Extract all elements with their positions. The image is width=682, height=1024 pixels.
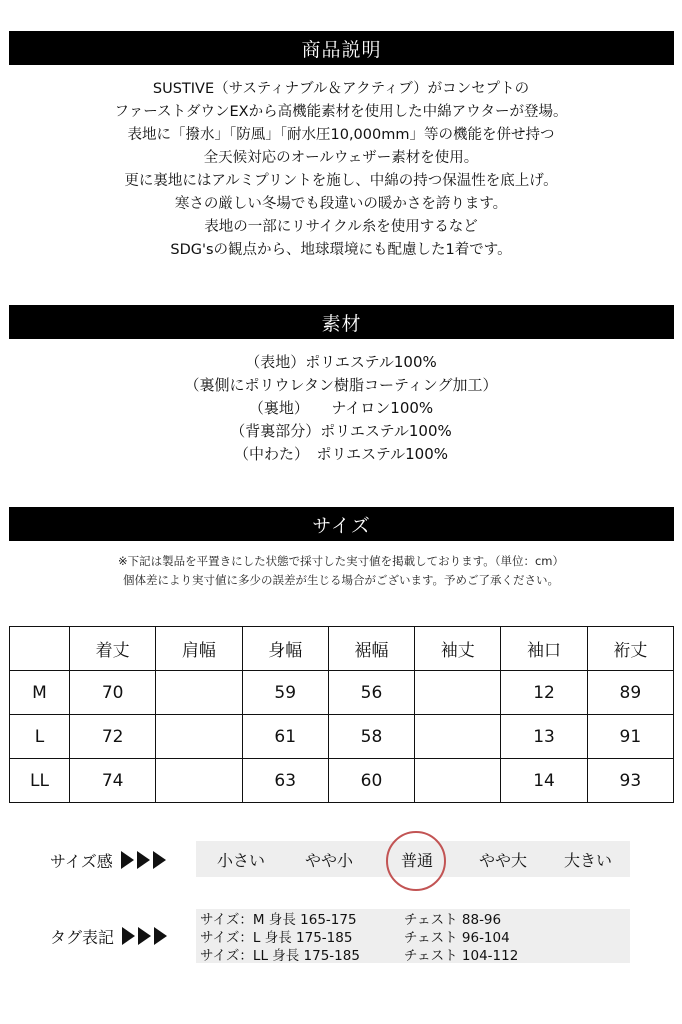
material-line: （表地）ポリエステル100% <box>245 353 437 371</box>
description-line: 寒さの厳しい冬場でも段違いの暖かさを誇ります。 <box>174 196 508 212</box>
material-header <box>9 305 674 339</box>
fit-option: 小さい <box>216 850 266 870</box>
table-row-size: M <box>10 671 70 715</box>
material-text <box>0 351 682 466</box>
table-header-cell: 着丈 <box>70 627 156 671</box>
size-note-line: ※下記は製品を平置きにした状態で採寸した実寸値を掲載しております。（単位：cm） <box>118 554 564 568</box>
fit-label-text: サイズ感 <box>50 851 113 871</box>
table-cell: 89 <box>587 671 673 715</box>
tag-chest: チェスト 88-96 <box>404 912 502 928</box>
fit-selected-circle <box>386 831 446 891</box>
description-line: ファーストダウンEXから高機能素材を使用した中綿アウターが登場。 <box>114 104 568 120</box>
description-line: 全天候対応のオールウェザー素材を使用。 <box>203 150 479 166</box>
tag-info <box>196 909 630 963</box>
table-cell: 13 <box>501 715 587 759</box>
description-header <box>9 31 674 65</box>
table-cell: 58 <box>328 715 414 759</box>
table-cell: 91 <box>587 715 673 759</box>
tag-row <box>196 947 630 965</box>
table-cell <box>156 759 242 803</box>
triple-arrow-icon <box>121 851 169 869</box>
table-row <box>10 715 674 759</box>
tag-row <box>196 911 630 929</box>
description-line: SUSTIVE（サスティナブル＆アクティブ）がコンセプトの <box>152 81 530 97</box>
tag-size-height: サイズ：LL 身長 175-185 <box>200 948 360 964</box>
table-cell: 63 <box>242 759 328 803</box>
size-note-line: 個体差により実寸値に多少の誤差が生じる場合がございます。予めご了承ください。 <box>122 573 560 587</box>
description-line: 表地の一部にリサイクル糸を使用するなど <box>204 219 478 235</box>
tag-chest: チェスト 104-112 <box>404 948 519 964</box>
size-table <box>9 626 674 803</box>
table-header-row <box>10 627 674 671</box>
size-notes <box>0 552 682 590</box>
table-cell <box>156 715 242 759</box>
tag-label <box>50 922 170 950</box>
table-cell <box>156 671 242 715</box>
description-line: 表地に「撥水」「防風」「耐水圧10,000mm」等の機能を併せ持つ <box>127 127 555 143</box>
material-line: （中わた） ポリエステル100% <box>233 445 449 463</box>
tag-size-height: サイズ：M 身長 165-175 <box>200 912 357 928</box>
tag-row <box>196 929 630 947</box>
table-cell: 93 <box>587 759 673 803</box>
tag-chest: チェスト 96-104 <box>404 930 510 946</box>
tag-size-height: サイズ：L 身長 175-185 <box>200 930 353 946</box>
table-header-cell: 身幅 <box>242 627 328 671</box>
size-title: サイズ <box>312 514 371 537</box>
description-text <box>0 78 682 262</box>
triple-arrow-icon <box>122 927 170 945</box>
fit-option: やや小 <box>304 850 354 870</box>
table-cell: 74 <box>70 759 156 803</box>
description-title: 商品説明 <box>301 38 382 61</box>
table-row-size: L <box>10 715 70 759</box>
fit-option: 大きい <box>563 850 613 870</box>
table-header-cell <box>10 627 70 671</box>
description-line: SDG'sの観点から、地球環境にも配慮した1着です。 <box>170 242 512 258</box>
description-line: 更に裏地にはアルミプリントを施し、中綿の持つ保温性を底上げ。 <box>124 173 558 189</box>
table-header-cell: 肩幅 <box>156 627 242 671</box>
table-cell: 59 <box>242 671 328 715</box>
table-cell <box>415 759 501 803</box>
table-cell: 60 <box>328 759 414 803</box>
table-row <box>10 759 674 803</box>
table-cell: 61 <box>242 715 328 759</box>
table-header-cell: 裾幅 <box>328 627 414 671</box>
table-cell: 72 <box>70 715 156 759</box>
table-cell: 14 <box>501 759 587 803</box>
table-header-cell: 袖丈 <box>415 627 501 671</box>
fit-option: やや大 <box>478 850 528 870</box>
size-header <box>9 507 674 541</box>
table-cell: 12 <box>501 671 587 715</box>
tag-label-text: タグ表記 <box>50 927 115 947</box>
table-header-cell: 袖口 <box>501 627 587 671</box>
material-line: （背裏部分）ポリエステル100% <box>230 422 452 440</box>
material-line: （裏地） ナイロン100% <box>248 399 434 417</box>
table-row-size: LL <box>10 759 70 803</box>
material-title: 素材 <box>321 312 362 335</box>
table-cell: 70 <box>70 671 156 715</box>
fit-option-selected: 普通 <box>400 850 434 870</box>
table-row <box>10 671 674 715</box>
table-header-cell: 裄丈 <box>587 627 673 671</box>
material-line: （裏側にポリウレタン樹脂コーティング加工） <box>184 376 498 394</box>
table-cell <box>415 715 501 759</box>
fit-label <box>50 846 169 874</box>
table-cell: 56 <box>328 671 414 715</box>
table-cell <box>415 671 501 715</box>
